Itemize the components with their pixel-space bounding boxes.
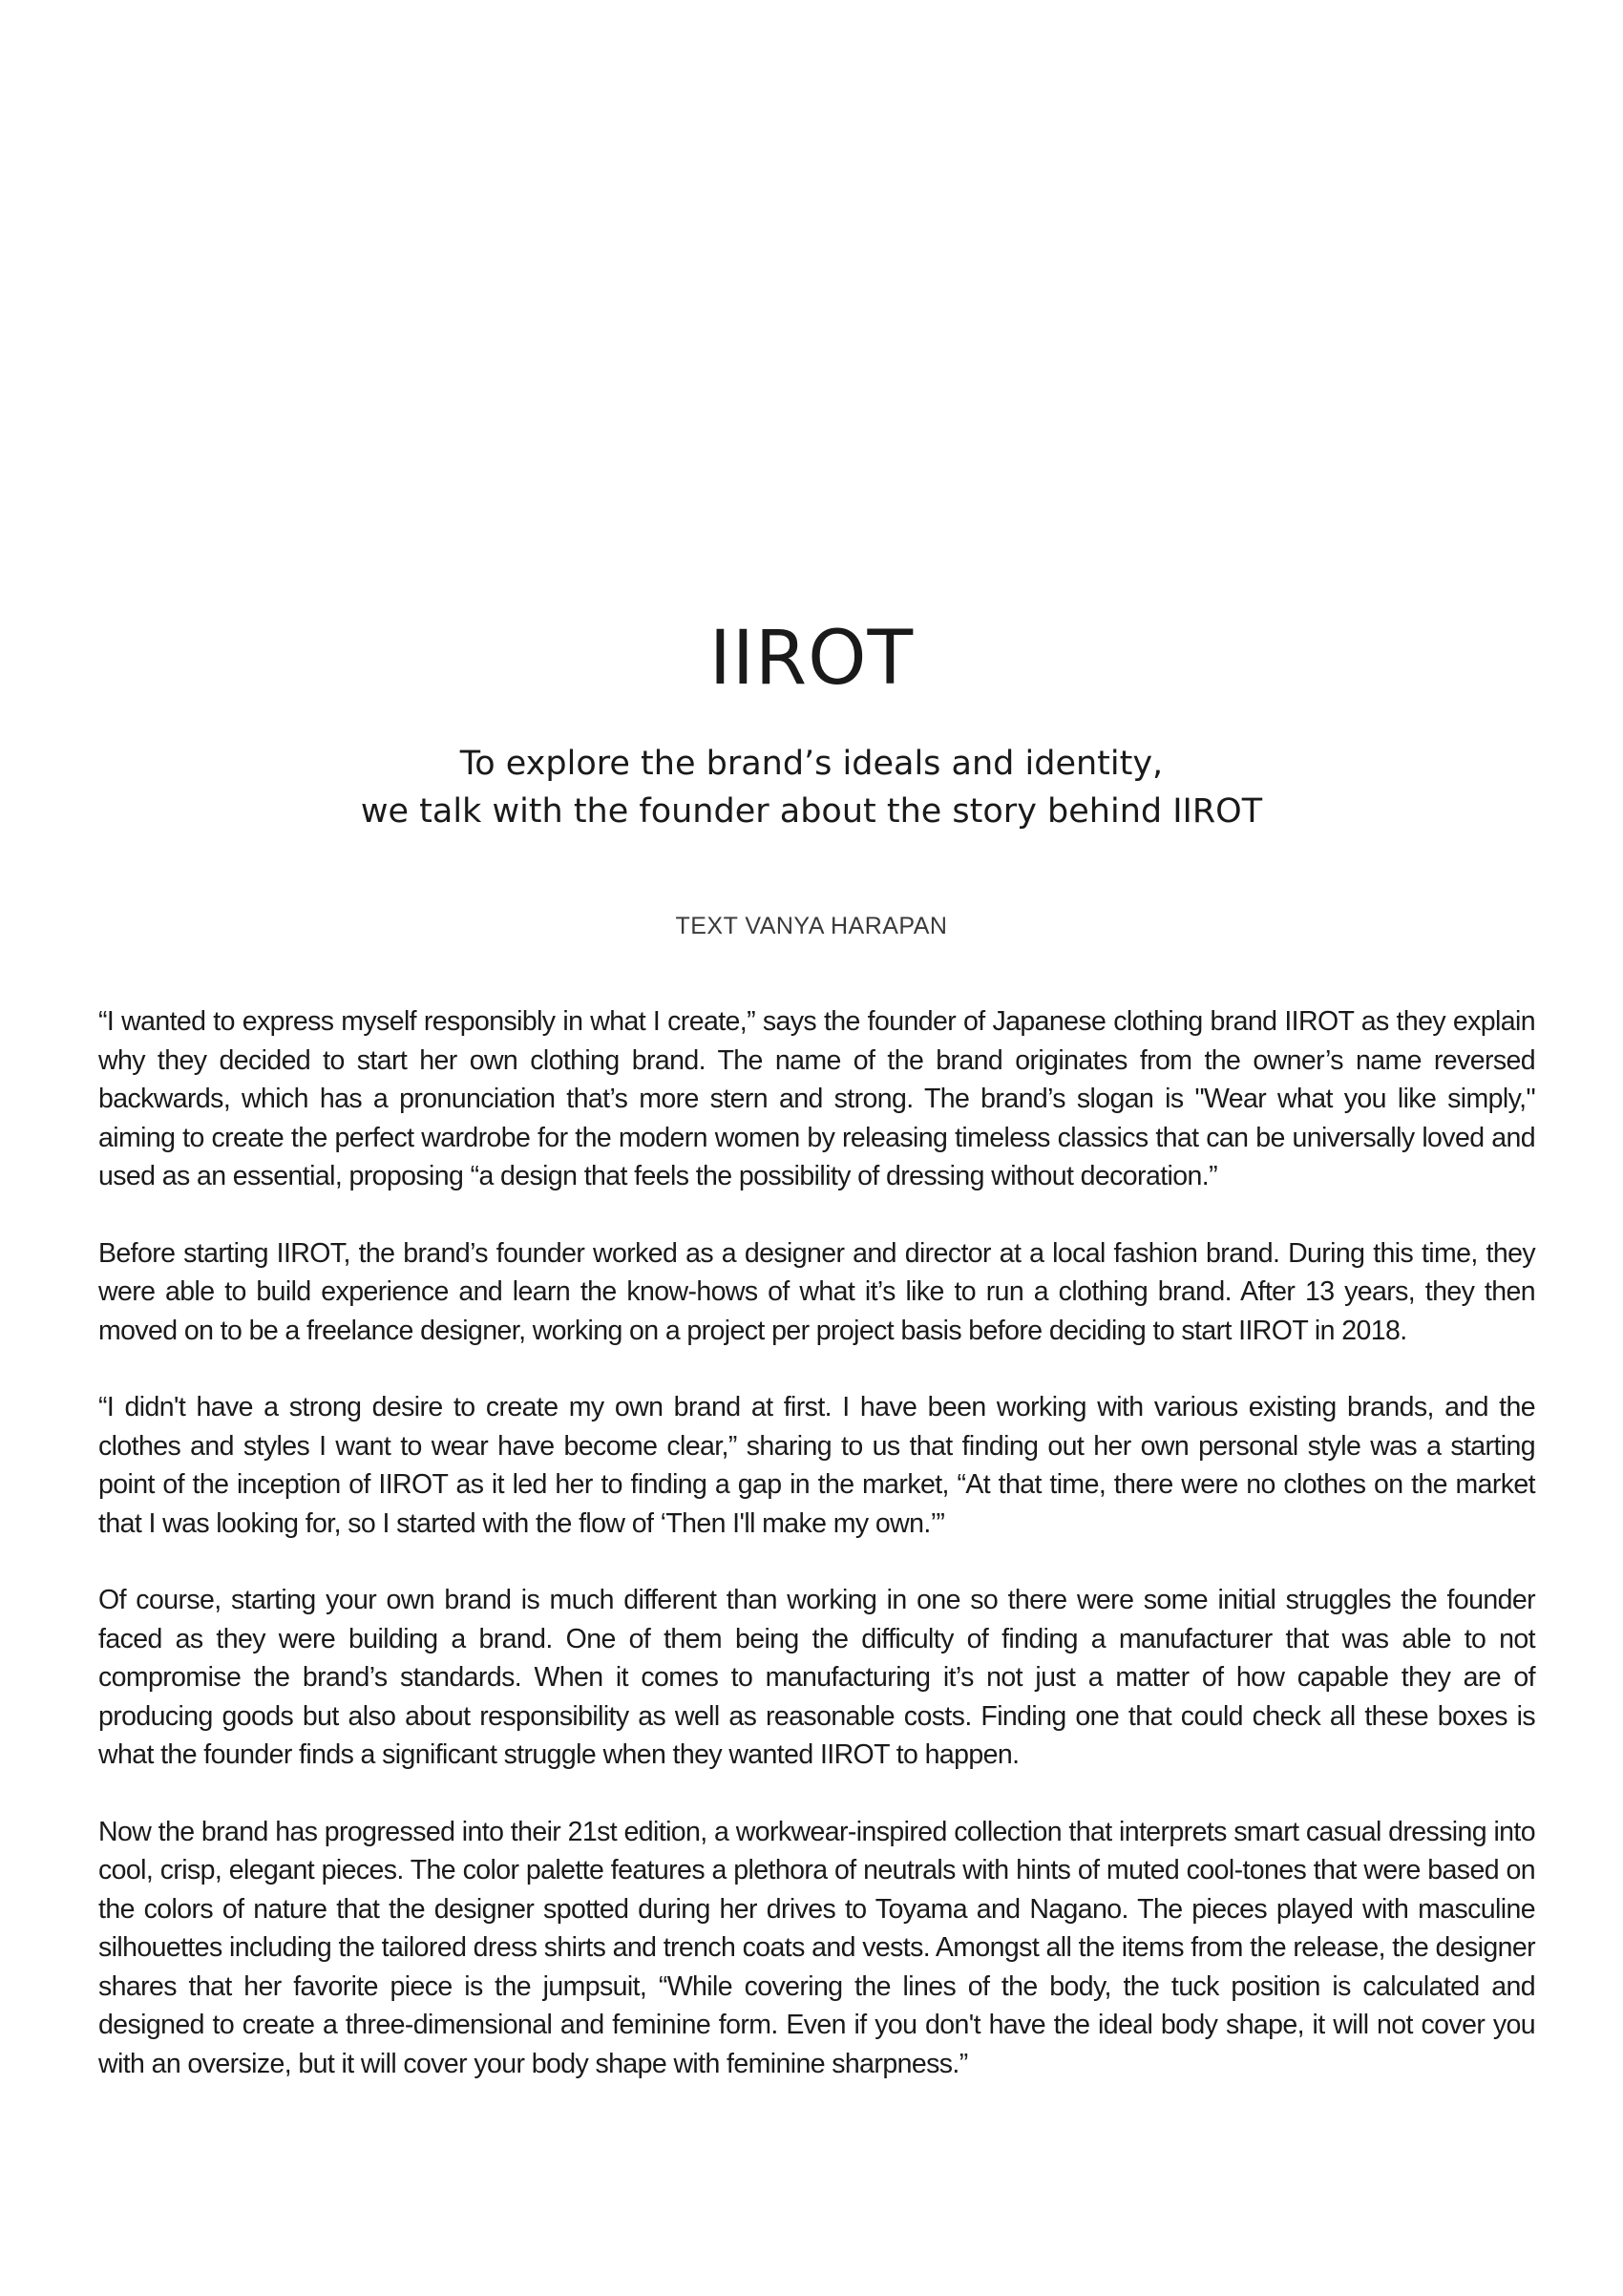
body-paragraph: Before starting IIROT, the brand’s founder worked as a designer and director at a local fashion brand. During this time, they were able to build experience and learn the know-hows of what it’s like to run a clothing brand. After 13 years, they then moved on to be a freelance designer, working on a project per project basis before deciding to start IIROT in 2018. xyxy=(98,1237,1535,1346)
article-title: IIROT xyxy=(708,616,915,702)
subtitle-line-1: To explore the brand’s ideals and identity, xyxy=(459,745,1164,783)
body-paragraph: Of course, starting your own brand is much different than working in one so there were some initial struggles the founder faced as they were building a brand. One of them being the difficulty of finding a manufacturer that was able to not compromise the brand’s standards. When it comes to manufacturing it’s not just a matter of how capable they are of producing goods but also about responsibility as well as reasonable costs. Finding one that could check all these boxes is what the founder finds a significant struggle when they wanted IIROT to happen. xyxy=(98,1585,1535,1770)
body-paragraph: Now the brand has progressed into their 21st edition, a workwear-inspired collection that interprets smart casual dressing into cool, crisp, elegant pieces. The color palette features a plethora of neutrals with hints of muted cool-tones that were based on the colors of nature that the designer spotted during her drives to Toyama and Nagano. The pieces played with masculine silhouettes including the tailored dress shirts and trench coats and vests. Amongst all the items from the release, the designer shares that her favorite piece is the jumpsuit, “While covering the lines of the body, the tuck position is calculated and designed to create a three-dimensional and feminine form. Even if you don't have the ideal body shape, it will not cover you with an oversize, but it will cover your body shape with feminine sharpness.” xyxy=(98,1816,1535,2079)
body-paragraph: “I didn't have a strong desire to create my own brand at first. I have been working with various existing brands, and the clothes and styles I want to wear have become clear,” sharing to us that finding out her own personal style was a starting point of the inception of IIROT as it led her to finding a gap in the market, “At that time, there were no clothes on the market that I was looking for, so I started with the flow of ‘Then I'll make my own.’” xyxy=(98,1392,1535,1539)
article-byline: TEXT VANYA HARAPAN xyxy=(675,913,948,939)
article-subtitle xyxy=(0,740,1623,835)
article-body xyxy=(98,1002,1535,2121)
body-paragraph: “I wanted to express myself responsibly in what I create,” says the founder of Japanese clothing brand IIROT as they explain why they decided to start her own clothing brand. The name of the brand originates from the owner’s name reversed backwards, which has a pronunciation that’s more stern and strong. The brand’s slogan is "Wear what you like simply," aiming to create the perfect wardrobe for the modern women by releasing timeless classics that can be universally loved and used as an essential, proposing “a design that feels the possibility of dressing without decoration.” xyxy=(98,1006,1535,1191)
subtitle-line-2: we talk with the founder about the story behind IIROT xyxy=(360,792,1263,831)
